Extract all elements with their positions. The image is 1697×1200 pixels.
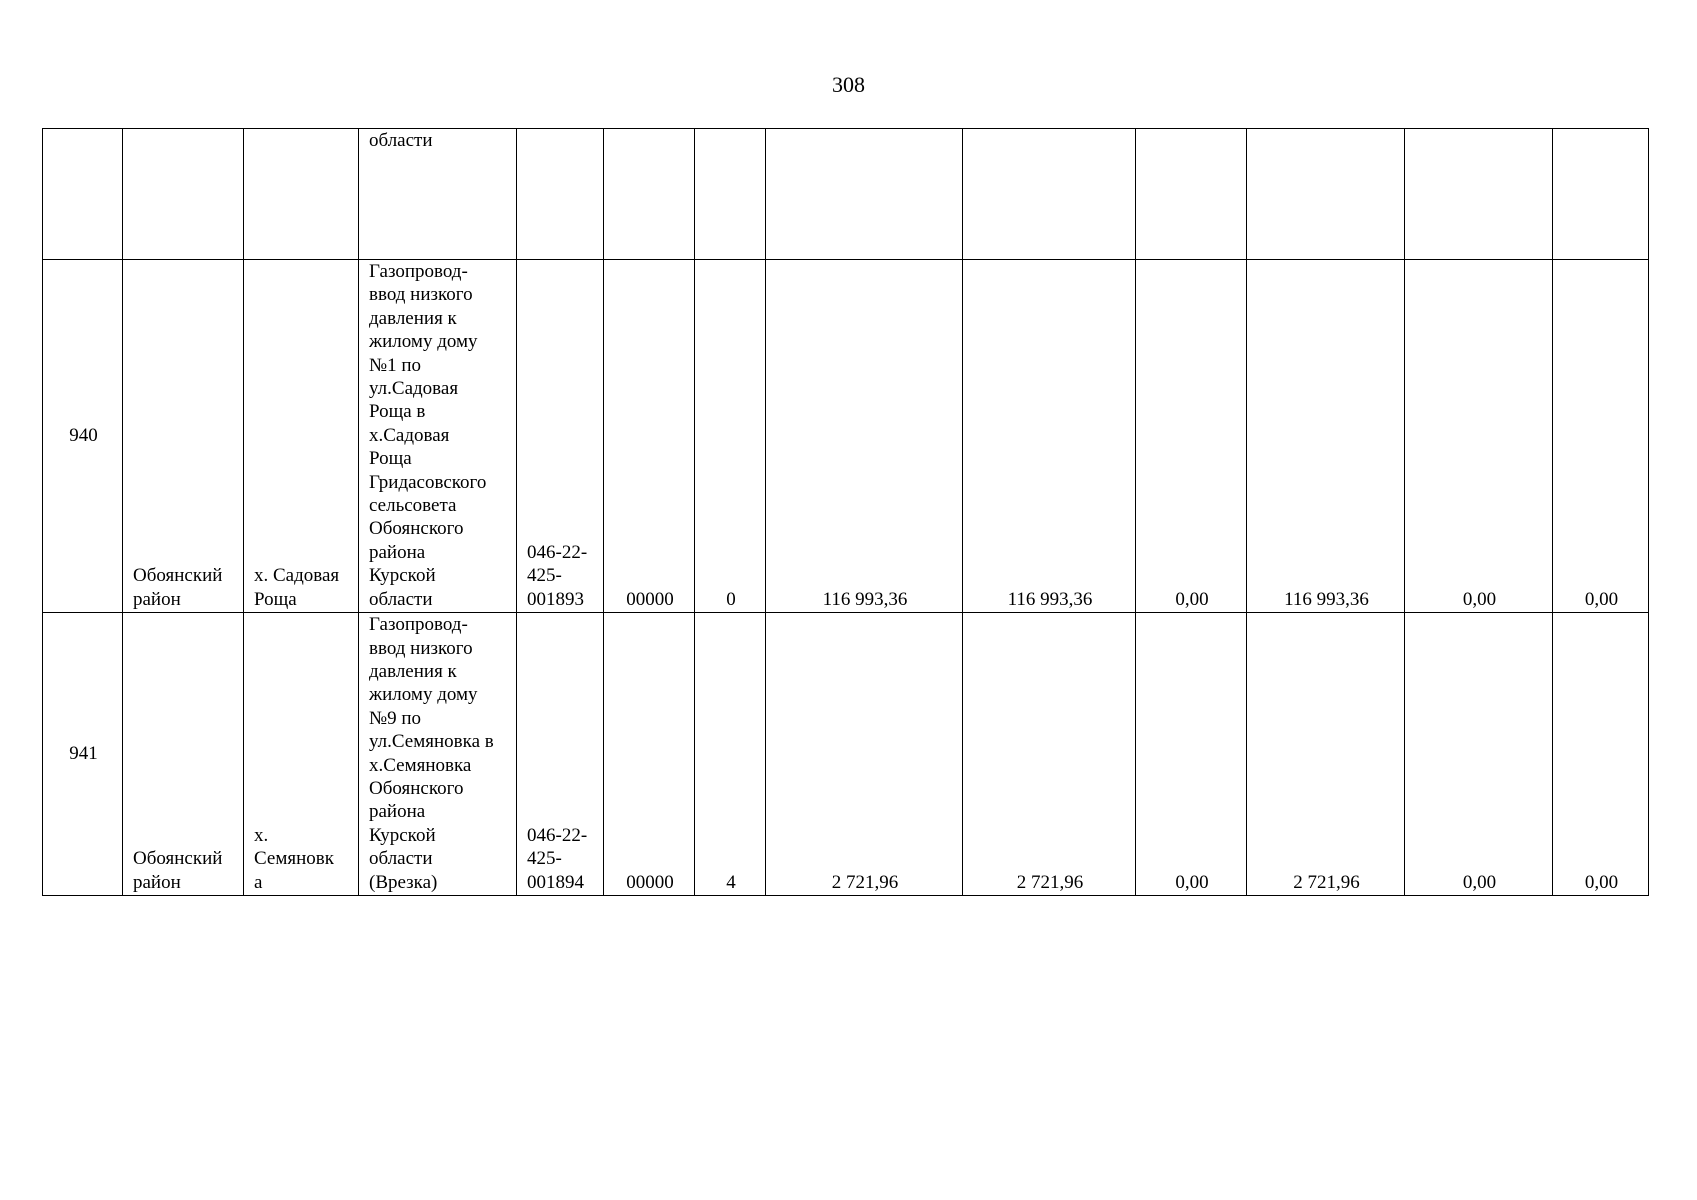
settlement-cell <box>244 129 359 260</box>
code-cell: 00000 <box>604 613 695 896</box>
value-cell-2 <box>963 129 1136 260</box>
table-row <box>43 260 1649 613</box>
code-cell <box>604 129 695 260</box>
value-cell-1 <box>766 129 963 260</box>
object-name-cell: области <box>359 129 517 260</box>
table-row <box>43 613 1649 896</box>
settlement-cell: х. Семяновк а <box>244 613 359 896</box>
value-cell-2: 2 721,96 <box>963 613 1136 896</box>
district-cell: Обоянский район <box>123 613 244 896</box>
object-name-cell: Газопровод- ввод низкого давления к жилому дому №1 по ул.Садовая Роща в х.Садовая Роща Гридасовского сельсовета Обоянского района Курской области <box>359 260 517 613</box>
code-cell: 00000 <box>604 260 695 613</box>
index-cell: 940 <box>43 260 123 613</box>
value-cell-3 <box>1136 129 1247 260</box>
value-cell-6 <box>1553 129 1649 260</box>
district-cell: Обоянский район <box>123 260 244 613</box>
value-cell-2: 116 993,36 <box>963 260 1136 613</box>
value-cell-1: 116 993,36 <box>766 260 963 613</box>
settlement-cell: х. Садовая Роща <box>244 260 359 613</box>
value-cell-5: 0,00 <box>1405 613 1553 896</box>
inventory-number-cell: 046-22- 425- 001894 <box>517 613 604 896</box>
inventory-number-cell: 046-22- 425- 001893 <box>517 260 604 613</box>
count-cell: 4 <box>695 613 766 896</box>
inventory-number-cell <box>517 129 604 260</box>
register-table <box>42 128 1649 896</box>
value-cell-1: 2 721,96 <box>766 613 963 896</box>
count-cell: 0 <box>695 260 766 613</box>
table-row-continuation <box>43 129 1649 260</box>
value-cell-5: 0,00 <box>1405 260 1553 613</box>
value-cell-3: 0,00 <box>1136 613 1247 896</box>
index-cell <box>43 129 123 260</box>
value-cell-6: 0,00 <box>1553 260 1649 613</box>
count-cell <box>695 129 766 260</box>
value-cell-5 <box>1405 129 1553 260</box>
value-cell-4 <box>1247 129 1405 260</box>
value-cell-4: 2 721,96 <box>1247 613 1405 896</box>
district-cell <box>123 129 244 260</box>
index-cell: 941 <box>43 613 123 896</box>
value-cell-6: 0,00 <box>1553 613 1649 896</box>
value-cell-4: 116 993,36 <box>1247 260 1405 613</box>
page-number: 308 <box>832 72 865 97</box>
object-name-cell: Газопровод- ввод низкого давления к жилому дому №9 по ул.Семяновка в х.Семяновка Обоянского района Курской области (Врезка) <box>359 613 517 896</box>
value-cell-3: 0,00 <box>1136 260 1247 613</box>
